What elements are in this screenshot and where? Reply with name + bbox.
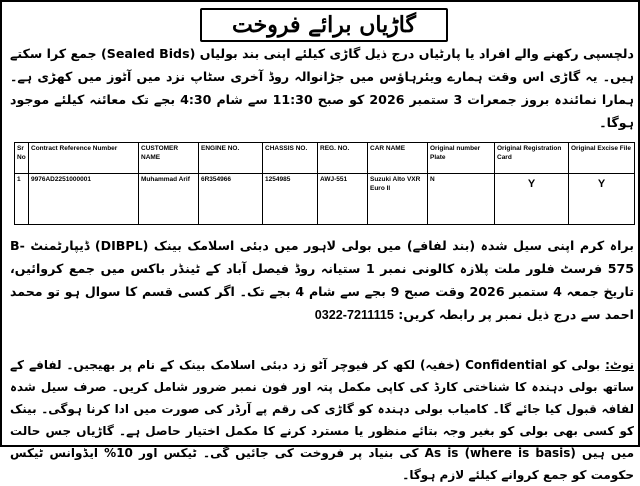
cell-customer-name: Muhammad Arif [139,174,199,225]
header-customer-name: CUSTOMER NAME [139,143,199,174]
vehicle-table [14,142,635,225]
ad-title: گاڑیاں برائے فروخت [200,8,448,42]
note-label: نوٹ: [605,358,634,372]
table-row [15,174,635,225]
contact-phone: 0322-7211115 [314,308,394,322]
cell-reg-no: AWJ-551 [318,174,368,225]
cell-registration-card: Y [495,174,569,225]
cell-sr-no: 1 [15,174,29,225]
bid-instructions-text: براہ کرم اپنی سیل شدہ (بند لفافے) میں بولی لاہور میں دبئی اسلامک بینک (DIBPL) ڈیپارٹمنٹ B-575 فرسٹ فلور ملت پلازہ کالونی نمبر 1 ستیانہ روڈ فیصل آباد کے ٹینڈر باکس میں جمع کروائیں، تاریخ جمعہ 4 ستمبر 2026 وقت صبح 9 بجے سے شام 4 بجے تک۔ اگر کسی قسم کا سوال ہو تو محمد احمد سے درج ذیل نمبر پر رابطہ کریں: [10,238,634,322]
cell-number-plate: N [428,174,495,225]
cell-contract-ref: 9976AD2251000001 [29,174,139,225]
cell-car-name: Suzuki Alto VXR Euro II [368,174,428,225]
cell-excise-file: Y [569,174,635,225]
note-text: بولی کو Confidential (خفیہ) لکھ کر فیوچر آٹو زد دبئی اسلامک بینک کے نام پر بھیجیں۔ لفافے کے ساتھ بولی دہندہ کا شناختی کارڈ کی کاپی مکمل پتہ اور فون نمبر ضرور شامل کریں۔ صرف سیل شدہ لفافہ قبول کیا جائے گا۔ کامیاب بولی دہندہ کو گاڑی کی رقم پے آرڈر کی صورت میں ادا کرنا ہوگی۔ بینک کو کسی بھی بولی کو بغیر وجہ بتائے منظور یا مسترد کرنے کا مکمل اختیار حاصل ہے۔ گاڑیاں جس حالت میں ہیں As is (where is basis) کی بنیاد پر فروخت کی جائیں گی۔ ٹیکس اور 10% ایڈوانس ٹیکس حکومت کو جمع کروانے کیلئے لازم ہوگا۔ [10,358,634,482]
intro-paragraph: دلچسپی رکھنے والے افراد یا پارٹیاں درج ذیل گاڑی کیلئے اپنی بند بولیاں (Sealed Bids) جمع کرا سکتے ہیں۔ یہ گاڑی اس وقت ہمارے ویئرہاؤس میں جڑانوالہ روڈ آخری سٹاپ نزد میں آٹوز میں کھڑی ہے۔ ہمارا نمائندہ بروز جمعرات 3 ستمبر 2026 کو صبح 11:30 سے شام 4:30 بجے تک معائنہ کیلئے موجود ہوگا۔ [10,46,635,130]
header-excise-file: Original Excise File [569,143,635,174]
header-number-plate: Original number Plate [428,143,495,174]
header-sr-no: Sr No [15,143,29,174]
header-engine-no: ENGINE NO. [199,143,263,174]
header-contract-ref: Contract Reference Number [29,143,139,174]
header-registration-card: Original Registration Card [495,143,569,174]
header-reg-no: REG. NO. [318,143,368,174]
cell-chassis-no: 1254985 [263,174,318,225]
table-header-row [15,143,635,174]
cell-engine-no: 6R354966 [199,174,263,225]
header-chassis-no: CHASSIS NO. [263,143,318,174]
header-car-name: CAR NAME [368,143,428,174]
note-paragraph [10,354,634,482]
bid-instructions-paragraph [10,234,634,352]
